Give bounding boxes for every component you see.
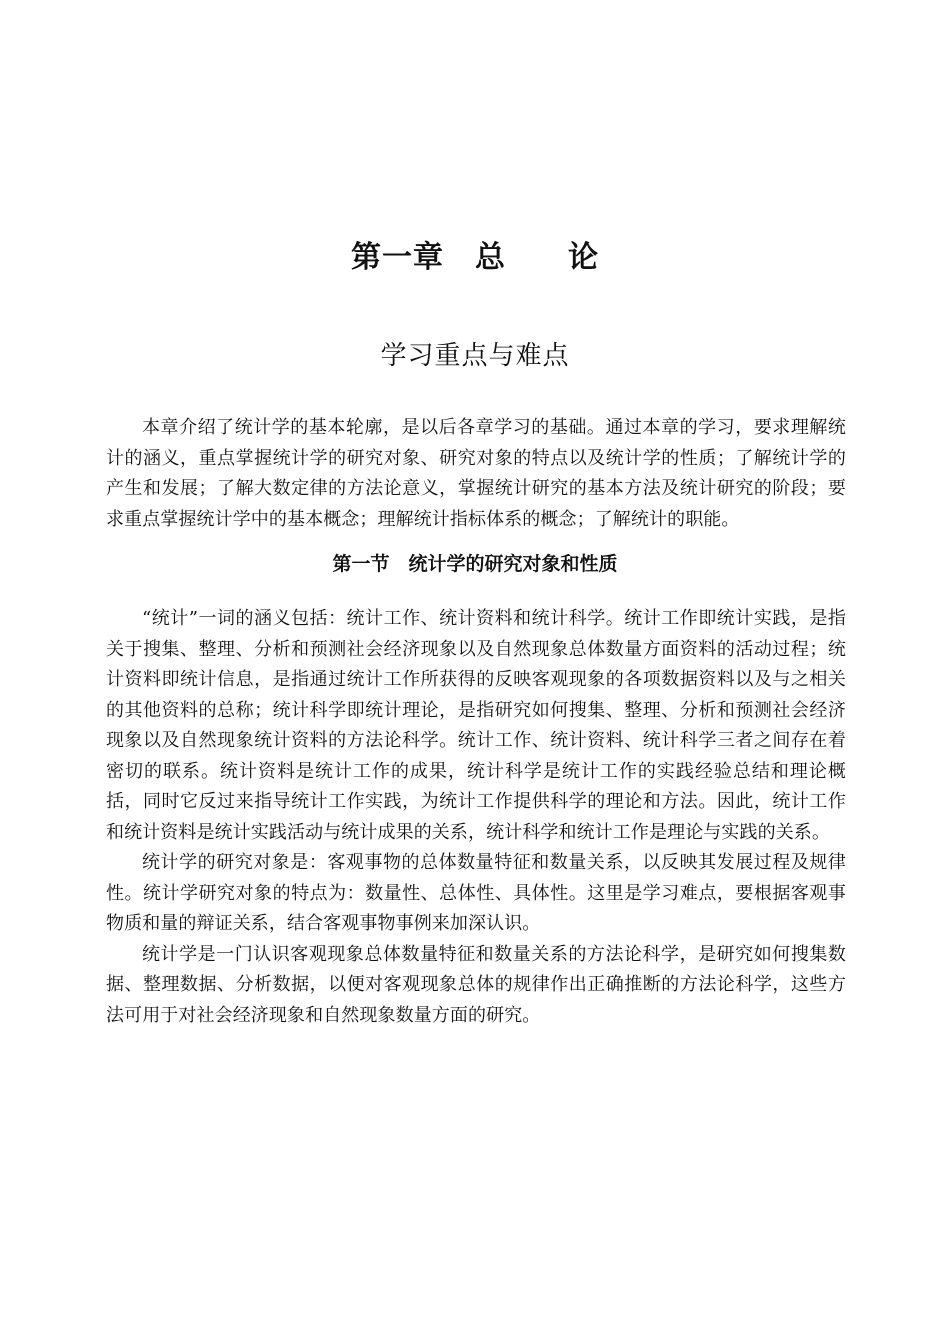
section-body [106, 604, 846, 1031]
body-paragraph-1: “统计”一词的涵义包括：统计工作、统计资料和统计科学。统计工作即统计实践，是指关于搜集、整理、分析和预测社会经济现象以及自然现象总体数量方面资料的活动过程；统计资料即统计信息，是指通过统计工作所获得的反映客观现象的各项数据资料以及与之相关的其他资料的总称；统计科学即统计理论，是指研究如何搜集、整理、分析和预测社会经济现象以及自然现象统计资料的方法论科学。统计工作、统计资料、统计科学三者之间存在着密切的联系。统计资料是统计工作的成果，统计科学是统计工作的实践经验总结和理论概括，同时它反过来指导统计工作实践，为统计工作提供科学的理论和方法。因此，统计工作和统计资料是统计实践活动与统计成果的关系，统计科学和统计工作是理论与实践的关系。 [106, 608, 846, 843]
chapter-title: 第一章 总 论 [351, 240, 599, 275]
intro-section [106, 413, 846, 535]
body-paragraph-2: 统计学的研究对象是：客观事物的总体数量特征和数量关系，以反映其发展过程及规律性。统计学研究对象的特点为：数量性、总体性、具体性。这里是学习难点，要根据客观事物质和量的辩证关系，结合客观事物事例来加深认识。 [106, 852, 846, 934]
intro-paragraph: 本章介绍了统计学的基本轮廓，是以后各章学习的基础。通过本章的学习，要求理解统计的涵义，重点掌握统计学的研究对象、研究对象的特点以及统计学的性质；了解统计学的产生和发展；了解大数定律的方法论意义，掌握统计研究的基本方法及统计研究的阶段；要求重点掌握统计学中的基本概念；理解统计指标体系的概念；了解统计的职能。 [106, 417, 846, 530]
study-focus-subtitle: 学习重点与难点 [380, 341, 570, 371]
body-paragraph-3: 统计学是一门认识客观现象总体数量特征和数量关系的方法论科学，是研究如何搜集数据、整理数据、分析数据，以便对客观现象总体的规律作出正确推断的方法论科学，这些方法可用于对社会经济现象和自然现象数量方面的研究。 [106, 943, 846, 1026]
section-heading: 第一节 统计学的研究对象和性质 [332, 553, 618, 575]
